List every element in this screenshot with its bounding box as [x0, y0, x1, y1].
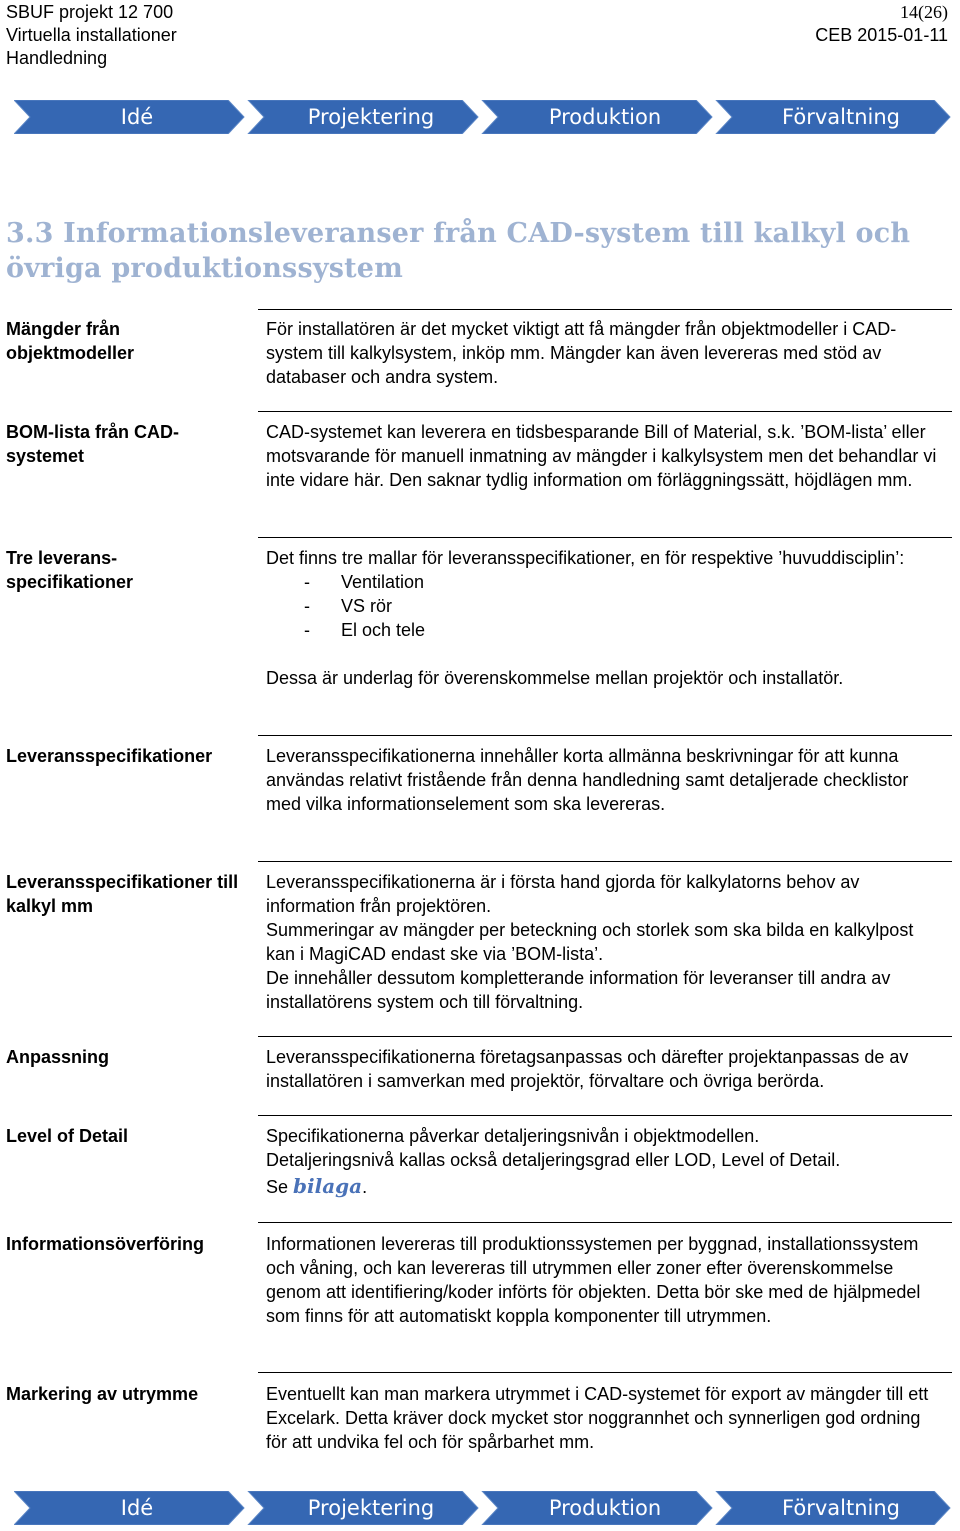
row-label-anpassning: Anpassning	[6, 1047, 110, 1067]
row-label-leveransspec: Leveransspecifikationer	[6, 746, 213, 766]
row-divider	[258, 735, 952, 736]
paragraph: Specifikationerna påverkar detaljeringsnivån i objektmodellen.	[266, 1126, 760, 1146]
paragraph: Leveransspecifikationerna är i första hand gjorda för kalkylatorns behov av information från projektören.	[266, 872, 860, 916]
list-item: - Ventilation	[266, 570, 946, 594]
header-doc-type: Handledning	[6, 48, 108, 68]
row-label-leveransspec-kalkyl: Leveransspecifikationer till kalkyl mm	[6, 872, 239, 916]
process-nav-bottom	[14, 1491, 952, 1525]
row-text-informationsoverforing: Informationen levereras till produktionssystemen per byggnad, installationssystem och våning, och kan levereras till utrymmen eller zoner efter överenskommelse genom att identifiering/koder införts för objekten. Detta bör ske med de hjälpmedel som finns för att automatiskt koppla komponenter till utrymmen.	[266, 1234, 921, 1326]
process-nav-top	[14, 100, 952, 134]
row-divider	[258, 861, 952, 862]
row-divider	[258, 537, 952, 538]
paragraph: De innehåller dessutom kompletterande information för leveranser till andra av installatörens system och till förvaltning.	[266, 968, 891, 1012]
nav-label-forvaltning: Förvaltning	[782, 105, 900, 129]
row-divider	[258, 1036, 952, 1037]
nav-label-ide: Idé	[120, 1496, 154, 1520]
see-prefix: Se	[266, 1177, 294, 1197]
header-project: SBUF projekt 12 700	[6, 2, 174, 22]
row-label-bom-lista: BOM-lista från CAD-systemet	[6, 422, 180, 466]
nav-label-projektering: Projektering	[307, 1496, 435, 1520]
row-divider	[258, 411, 952, 412]
row-label-tre-leverans: Tre leverans-specifikationer	[6, 548, 134, 592]
row-label-markering: Markering av utrymme	[6, 1384, 199, 1404]
header-revision: CEB 2015-01-11	[815, 25, 948, 45]
paragraph: Summeringar av mängder per beteckning och storlek som ska bilda en kalkylpost kan i MagiCAD endast ske via ’BOM-lista’.	[266, 920, 914, 964]
section-title: 3.3 Informationsleveranser från CAD-system till kalkyl och övriga produktionssystem	[6, 218, 911, 284]
row-label-informationsoverforing: Informationsöverföring	[6, 1234, 205, 1254]
list-item: - VS rör	[266, 594, 946, 618]
nav-label-produktion: Produktion	[548, 105, 662, 129]
discipline-list	[266, 570, 946, 642]
row-label-mangder: Mängder från objektmodeller	[6, 319, 135, 363]
row-divider	[258, 1222, 952, 1223]
row-text-markering: Eventuellt kan man markera utrymmet i CAD-systemet för export av mängder till ett Excelark. Detta kräver dock mycket stor noggrannhet och synnerligen god ordning för att undvika fel och för spårbarhet mm.	[266, 1384, 929, 1452]
nav-label-ide: Idé	[120, 105, 154, 129]
row-text-anpassning: Leveransspecifikationerna företagsanpassas och därefter projektanpassas de av installatören i samverkan med projektör, förvaltare och övriga berörda.	[266, 1047, 909, 1091]
nav-label-projektering: Projektering	[307, 105, 435, 129]
list-item: - El och tele	[266, 618, 946, 642]
row-divider	[258, 1372, 952, 1373]
row-divider	[258, 1115, 952, 1116]
row-divider	[258, 309, 952, 310]
row-text-tre-leverans-intro: Det finns tre mallar för leveransspecifikationer, en för respektive ’huvuddisciplin’:	[266, 548, 905, 568]
nav-label-forvaltning: Förvaltning	[782, 1496, 900, 1520]
row-text-tre-leverans	[266, 546, 946, 690]
nav-label-produktion: Produktion	[548, 1496, 662, 1520]
header-page-number: 14(26)	[900, 2, 948, 22]
row-text-tre-leverans-after: Dessa är underlag för överenskommelse mellan projektör och installatör.	[266, 668, 844, 688]
row-label-level-of-detail: Level of Detail	[6, 1126, 129, 1146]
paragraph: Detaljeringsnivå kallas också detaljeringsgrad eller LOD, Level of Detail.	[266, 1150, 841, 1170]
row-text-level-of-detail	[266, 1124, 946, 1199]
row-text-leveransspec-kalkyl	[266, 870, 946, 1014]
row-text-mangder: För installatören är det mycket viktigt att få mängder från objektmodeller i CAD-system till kalkylsystem, inköp mm. Mängder kan även levereras med stöd av databaser och andra system.	[266, 319, 897, 387]
see-reference	[266, 1174, 946, 1199]
row-text-leveransspec: Leveransspecifikationerna innehåller korta allmänna beskrivningar för att kunna användas relativt fristående från denna handledning samt detaljerade checklistor med vilka informationselement som ska levereras.	[266, 746, 909, 814]
row-text-bom-lista: CAD-systemet kan leverera en tidsbesparande Bill of Material, s.k. ’BOM-lista’ eller motsvarande för manuell inmatning av mängder i kalkylsystem men det behandlar vi inte vidare här. Den saknar tydlig information om förläggningssätt, höjdlägen mm.	[266, 422, 937, 490]
see-suffix: .	[362, 1177, 368, 1197]
bilaga-link[interactable]: bilaga	[293, 1174, 363, 1198]
header-subtitle: Virtuella installationer	[6, 25, 177, 45]
